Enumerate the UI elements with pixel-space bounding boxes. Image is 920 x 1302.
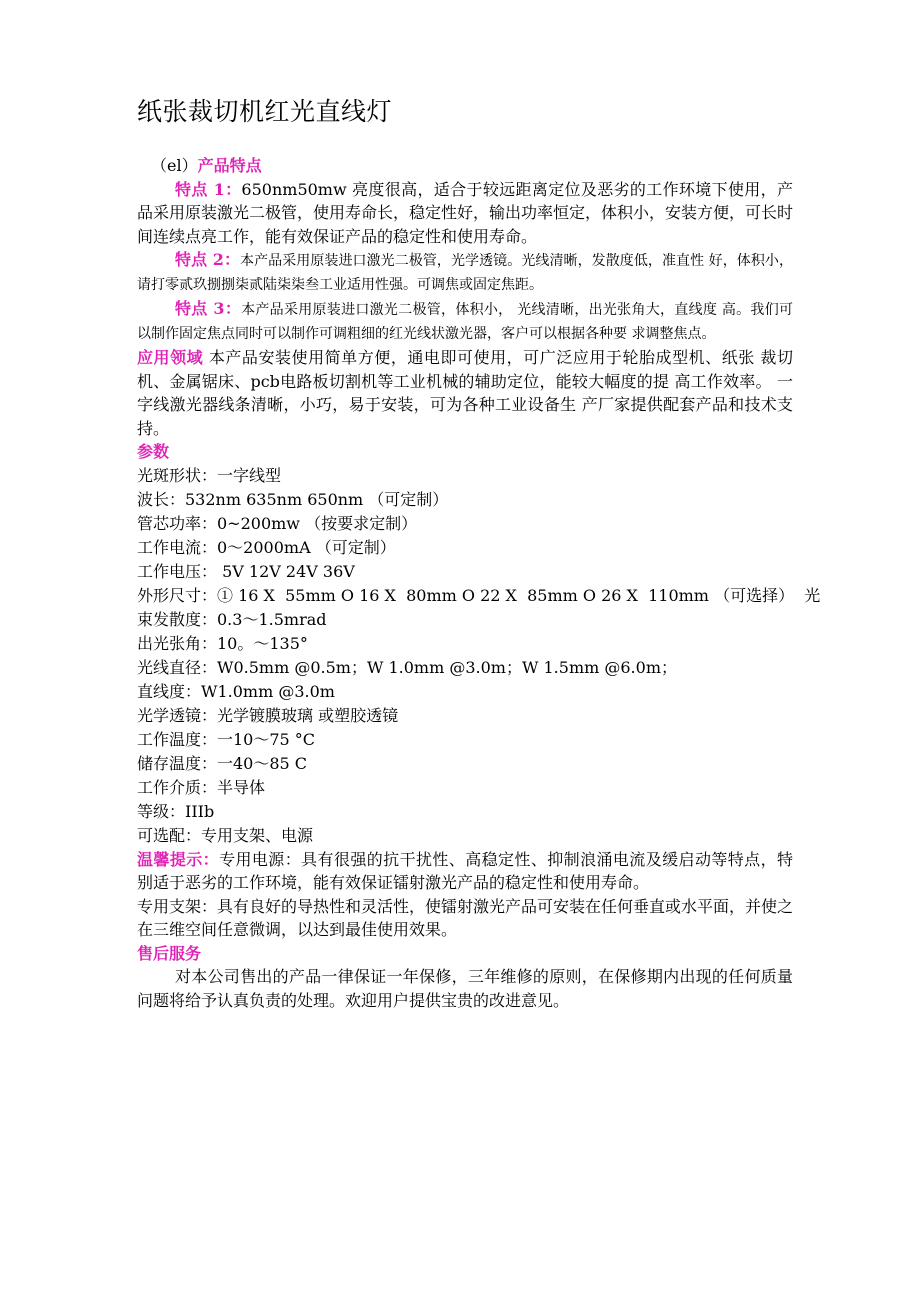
features-heading-prefix: （el） [151,156,198,175]
param-line: 光斑形状：一字线型 [137,465,282,485]
feature-2-text: 本产品采用原装进口激光二极管，光学透镜。光线清晰，发散度低，准直性 好，体积小，请打零贰玖捌捌柒贰陆柒柒叁工业适用性强。可调焦或固定焦距。 [137,253,793,293]
features-heading-label: 产品特点 [197,156,262,175]
features-heading [137,154,793,178]
param-line: 光线直径：W0.5mm @0.5m；W 1.0mm @3.0m；W 1.5mm @6.0m； [137,657,677,677]
feature-2 [137,248,793,297]
feature-1-text: 650nm50mw 亮度很高，适合于较远距离定位及恶劣的工作环境下使用，产品采用原装激光二极管，使用寿命长，稳定性好，输出功率恒定，体积小，安装方便，可长时间连续点亮工作，能有效保证产品的稳定性和使用寿命。 [137,179,794,246]
document-title: 纸张裁切机红光直线灯 [137,97,393,126]
param-line: 工作电压： 5V 12V 24V 36V [137,561,355,581]
application-text: 本产品安装使用简单方便，通电即可使用，可广泛应用于轮胎成型机、纸张 裁切机、金属锯床、pcb电路板切割机等工业机械的辅助定位，能较大幅度的提 高工作效率。 一字线激光器线条清晰，小巧，易于安装，可为各种工业设备生 产厂家提供配套产品和技术支持。 [137,348,793,438]
application-section [137,346,793,440]
tip-label: 温馨提示： [137,849,220,869]
tip-text: 专用电源：具有很强的抗干扰性、高稳定性、抑制浪涌电流及缓启动等特点，特别适于恶劣的工作环境，能有效保证镭射激光产品的稳定性和使用寿命。 [137,849,793,892]
application-label: 应用领域 [137,348,204,367]
param-line: 等级：IIIb [137,801,215,821]
param-line: 可选配：专用支架、电源 [137,825,314,845]
param-line: 工作温度：一10〜75 °C [137,729,316,749]
param-line: 外形尺寸：① 16 X 55mm O 16 X 80mm O 22 X 85mm O 26 X 110mm （可选择） 光 [137,585,821,605]
param-line: 直线度：W1.0mm @3.0m [137,681,335,701]
param-line: 工作介质：半导体 [137,777,266,797]
params-list [137,464,821,848]
feature-1 [137,178,793,249]
feature-3-text: 本产品采用原装进口激光二极管，体积小， 光线清晰，出光张角大，直线度 高。我们可以制作固定焦点同时可以制作可调粗细的红光线状激光器，客户可以根据各种要 求调整焦点。 [137,302,793,342]
param-line: 波长：532nm 635nm 650nm （可定制） [137,489,449,509]
param-line: 束发散度：0.3〜1.5mrad [137,609,327,629]
feature-3 [137,297,793,346]
params-heading: 参数 [137,442,170,461]
tip-section [137,848,793,895]
service-text: 对本公司售出的产品一律保证一年保修，三年维修的原则，在保修期内出现的任何质量问题将给予认真负责的处理。欢迎用户提供宝贵的改进意见。 [137,967,793,1010]
document-page [137,92,821,1012]
param-line: 管芯功率：0~200mw （按要求定制） [137,513,418,533]
param-line: 出光张角：10。〜135° [137,633,308,653]
bracket-text: 专用支架：具有良好的导热性和灵活性，使镭射激光产品可安装在任何垂直或水平面，并使之在三维空间任意微调，以达到最佳使用效果。 [137,896,794,939]
feature-1-label: 特点 1： [175,179,242,199]
param-line: 储存温度：一40〜85 C [137,753,308,773]
feature-2-label: 特点 2： [175,250,241,269]
feature-3-label: 特点 3： [175,299,242,318]
param-line: 工作电流：0〜2000mA （可定制） [137,537,396,557]
param-line: 光学透镜：光学镀膜玻璃 或塑胶透镜 [137,705,399,725]
service-heading: 售后服务 [137,943,202,963]
